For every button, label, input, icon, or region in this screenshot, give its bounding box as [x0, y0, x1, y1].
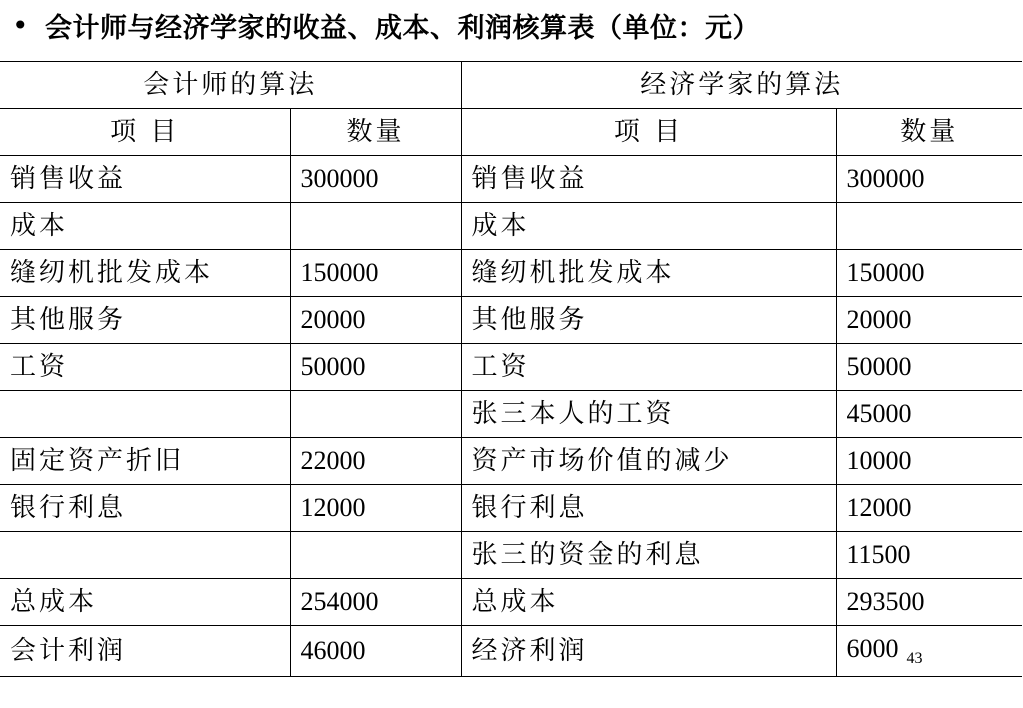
- table-row: [0, 532, 1022, 579]
- economist-item-cell: 销售收益: [461, 156, 836, 203]
- table-row: [0, 438, 1022, 485]
- economist-item-cell: 资产市场价值的减少: [461, 438, 836, 485]
- column-header-row: [0, 109, 1022, 156]
- accountant-amount-cell: [290, 532, 461, 579]
- table-row: [0, 203, 1022, 250]
- table-row: [0, 579, 1022, 626]
- economist-item-cell: 张三的资金的利息: [461, 532, 836, 579]
- accountant-item-cell: [0, 532, 290, 579]
- column-header-item-economist: 项 目: [461, 109, 836, 156]
- group-header-row: [0, 62, 1022, 109]
- slide-title-row: [10, 2, 760, 48]
- economist-item-cell: 总成本: [461, 579, 836, 626]
- page-number: 43: [906, 650, 923, 667]
- accountant-amount-cell: [290, 203, 461, 250]
- economist-amount-cell: 293500: [836, 579, 1022, 626]
- accounting-comparison-table: [0, 61, 1022, 677]
- accountant-item-cell: 银行利息: [0, 485, 290, 532]
- accountant-amount-cell: 22000: [290, 438, 461, 485]
- accountant-amount-cell: 50000: [290, 344, 461, 391]
- accountant-amount-cell: 20000: [290, 297, 461, 344]
- economist-amount-cell: 20000: [836, 297, 1022, 344]
- group-header-accountant: 会计师的算法: [0, 62, 461, 109]
- economist-item-cell: 工资: [461, 344, 836, 391]
- accountant-amount-cell: [290, 391, 461, 438]
- economist-amount-cell: 300000: [836, 156, 1022, 203]
- table-row: [0, 156, 1022, 203]
- table-row: [0, 391, 1022, 438]
- economist-amount-cell: 45000: [836, 391, 1022, 438]
- accountant-item-cell: 会计利润: [0, 626, 290, 677]
- column-header-amount-economist: 数量: [836, 109, 1022, 156]
- economist-item-cell: 经济利润: [461, 626, 836, 677]
- economist-item-cell: 缝纫机批发成本: [461, 250, 836, 297]
- accountant-amount-cell: 150000: [290, 250, 461, 297]
- economist-amount-cell: 150000: [836, 250, 1022, 297]
- accountant-item-cell: [0, 391, 290, 438]
- table-row: [0, 250, 1022, 297]
- accountant-amount-cell: 12000: [290, 485, 461, 532]
- accountant-item-cell: 总成本: [0, 579, 290, 626]
- accountant-item-cell: 成本: [0, 203, 290, 250]
- economist-amount-cell: 50000: [836, 344, 1022, 391]
- accountant-item-cell: 固定资产折旧: [0, 438, 290, 485]
- accountant-item-cell: 其他服务: [0, 297, 290, 344]
- slide-title: 会计师与经济学家的收益、成本、利润核算表（单位：元）: [45, 12, 761, 44]
- column-header-amount-accountant: 数量: [290, 109, 461, 156]
- economist-item-cell: 张三本人的工资: [461, 391, 836, 438]
- table-row: [0, 297, 1022, 344]
- economist-amount-cell: 10000: [836, 438, 1022, 485]
- table-row: [0, 344, 1022, 391]
- group-header-economist: 经济学家的算法: [461, 62, 1022, 109]
- column-header-item-accountant: 项 目: [0, 109, 290, 156]
- economist-amount-cell: 12000: [836, 485, 1022, 532]
- accountant-amount-cell: 300000: [290, 156, 461, 203]
- economist-amount-cell: [836, 203, 1022, 250]
- accountant-item-cell: 销售收益: [0, 156, 290, 203]
- economist-amount-cell: 11500: [836, 532, 1022, 579]
- economist-item-cell: 银行利息: [461, 485, 836, 532]
- table-row: [0, 626, 1022, 677]
- bullet-marker: •: [12, 8, 30, 42]
- accountant-item-cell: 工资: [0, 344, 290, 391]
- economist-amount-cell: [836, 626, 1022, 677]
- accountant-amount-cell: 254000: [290, 579, 461, 626]
- economist-item-cell: 成本: [461, 203, 836, 250]
- economic-profit-value: 6000: [846, 634, 899, 663]
- table-row: [0, 485, 1022, 532]
- economist-item-cell: 其他服务: [461, 297, 836, 344]
- accountant-amount-cell: 46000: [290, 626, 461, 677]
- accountant-item-cell: 缝纫机批发成本: [0, 250, 290, 297]
